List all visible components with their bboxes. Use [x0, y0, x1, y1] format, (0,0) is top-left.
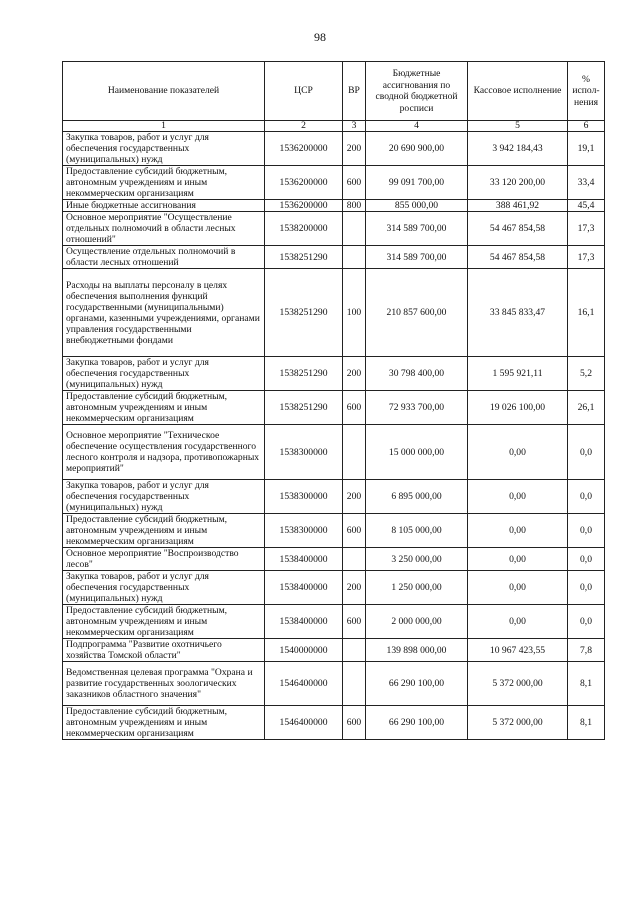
column-number: 5	[468, 121, 568, 132]
cell-vr: 600	[343, 605, 366, 639]
column-header-cash: Кассовое исполнение	[468, 62, 568, 121]
cell-csr: 1538251290	[265, 246, 343, 269]
cell-budget: 30 798 400,00	[366, 357, 468, 391]
cell-budget: 3 250 000,00	[366, 548, 468, 571]
cell-budget: 314 589 700,00	[366, 246, 468, 269]
cell-cash: 10 967 423,55	[468, 639, 568, 662]
table-row	[63, 132, 605, 166]
cell-name: Предоставление субсидий бюджетным, автономным учреждениям и иным некоммерческим организациям	[63, 514, 265, 548]
cell-pct: 33,4	[568, 166, 605, 200]
cell-cash: 54 467 854,58	[468, 212, 568, 246]
cell-cash: 33 845 833,47	[468, 269, 568, 357]
cell-vr: 100	[343, 269, 366, 357]
table-row	[63, 571, 605, 605]
cell-budget: 20 690 900,00	[366, 132, 468, 166]
cell-cash: 5 372 000,00	[468, 706, 568, 740]
cell-vr: 600	[343, 166, 366, 200]
cell-budget: 15 000 000,00	[366, 425, 468, 480]
column-number: 4	[366, 121, 468, 132]
cell-cash: 388 461,92	[468, 200, 568, 212]
cell-name: Предоставление субсидий бюджетным, автономным учреждениям и иным некоммерческим организациям	[63, 391, 265, 425]
cell-budget: 66 290 100,00	[366, 706, 468, 740]
cell-cash: 3 942 184,43	[468, 132, 568, 166]
cell-cash: 0,00	[468, 548, 568, 571]
table-row	[63, 269, 605, 357]
cell-csr: 1538200000	[265, 212, 343, 246]
cell-pct: 0,0	[568, 548, 605, 571]
cell-name: Осуществление отдельных полномочий в области лесных отношений	[63, 246, 265, 269]
cell-budget: 855 000,00	[366, 200, 468, 212]
cell-csr: 1536200000	[265, 166, 343, 200]
cell-pct: 19,1	[568, 132, 605, 166]
cell-name: Закупка товаров, работ и услуг для обеспечения государственных (муниципальных) нужд	[63, 132, 265, 166]
cell-pct: 0,0	[568, 514, 605, 548]
cell-budget: 210 857 600,00	[366, 269, 468, 357]
cell-vr: 600	[343, 514, 366, 548]
table-row	[63, 480, 605, 514]
cell-pct: 0,0	[568, 425, 605, 480]
cell-cash: 0,00	[468, 514, 568, 548]
cell-pct: 17,3	[568, 212, 605, 246]
cell-csr: 1536200000	[265, 200, 343, 212]
table-row	[63, 605, 605, 639]
cell-pct: 7,8	[568, 639, 605, 662]
table-row	[63, 425, 605, 480]
cell-pct: 8,1	[568, 662, 605, 706]
cell-budget: 72 933 700,00	[366, 391, 468, 425]
cell-name: Предоставление субсидий бюджетным, автономным учреждениям и иным некоммерческим организациям	[63, 166, 265, 200]
page-number: 98	[314, 30, 326, 44]
table-row	[63, 639, 605, 662]
column-header-name: Наименование показателей	[63, 62, 265, 121]
cell-vr	[343, 212, 366, 246]
cell-vr: 200	[343, 357, 366, 391]
cell-pct: 5,2	[568, 357, 605, 391]
cell-budget: 2 000 000,00	[366, 605, 468, 639]
cell-cash: 19 026 100,00	[468, 391, 568, 425]
cell-budget: 66 290 100,00	[366, 662, 468, 706]
column-number: 6	[568, 121, 605, 132]
cell-pct: 0,0	[568, 605, 605, 639]
table-row	[63, 662, 605, 706]
cell-budget: 6 895 000,00	[366, 480, 468, 514]
cell-csr: 1538400000	[265, 571, 343, 605]
cell-pct: 0,0	[568, 480, 605, 514]
cell-cash: 0,00	[468, 605, 568, 639]
cell-pct: 0,0	[568, 571, 605, 605]
cell-budget: 139 898 000,00	[366, 639, 468, 662]
cell-vr	[343, 662, 366, 706]
cell-vr: 600	[343, 706, 366, 740]
column-number: 2	[265, 121, 343, 132]
cell-vr	[343, 639, 366, 662]
budget-execution-table	[62, 61, 605, 740]
cell-csr: 1538251290	[265, 269, 343, 357]
cell-name: Закупка товаров, работ и услуг для обеспечения государственных (муниципальных) нужд	[63, 357, 265, 391]
cell-vr: 200	[343, 480, 366, 514]
cell-name: Основное мероприятие "Осуществление отдельных полномочий в области лесных отношений"	[63, 212, 265, 246]
cell-name: Подпрограмма "Развитие охотничьего хозяйства Томской области"	[63, 639, 265, 662]
table-row	[63, 706, 605, 740]
cell-budget: 8 105 000,00	[366, 514, 468, 548]
cell-cash: 0,00	[468, 480, 568, 514]
column-header-csr: ЦСР	[265, 62, 343, 121]
column-number: 1	[63, 121, 265, 132]
column-header-pct: % испол-нения	[568, 62, 605, 121]
cell-pct: 17,3	[568, 246, 605, 269]
cell-name: Закупка товаров, работ и услуг для обеспечения государственных (муниципальных) нужд	[63, 480, 265, 514]
cell-pct: 26,1	[568, 391, 605, 425]
cell-vr: 600	[343, 391, 366, 425]
cell-csr: 1538300000	[265, 480, 343, 514]
cell-name: Основное мероприятие "Техническое обеспечение осуществления государственного лесного контроля и надзора, противопожарных мероприятий"	[63, 425, 265, 480]
cell-cash: 0,00	[468, 425, 568, 480]
column-number-row	[63, 121, 605, 132]
cell-csr: 1536200000	[265, 132, 343, 166]
column-header-budget: Бюджетные ассигнования по сводной бюджетной росписи	[366, 62, 468, 121]
cell-csr: 1540000000	[265, 639, 343, 662]
cell-csr: 1538251290	[265, 357, 343, 391]
cell-name: Закупка товаров, работ и услуг для обеспечения государственных (муниципальных) нужд	[63, 571, 265, 605]
cell-budget: 1 250 000,00	[366, 571, 468, 605]
table-row	[63, 246, 605, 269]
cell-csr: 1546400000	[265, 662, 343, 706]
table-row	[63, 357, 605, 391]
cell-name: Расходы на выплаты персоналу в целях обеспечения выполнения функций государственными (муниципальными) органами, казенными учреждениями, органами управления государственными внебюджетными фондами	[63, 269, 265, 357]
table-header-row	[63, 62, 605, 121]
cell-budget: 314 589 700,00	[366, 212, 468, 246]
cell-name: Ведомственная целевая программа "Охрана и развитие государственных зоологических заказников областного значения"	[63, 662, 265, 706]
table-row	[63, 200, 605, 212]
cell-csr: 1538300000	[265, 425, 343, 480]
table-row	[63, 391, 605, 425]
cell-name: Иные бюджетные ассигнования	[63, 200, 265, 212]
table-row	[63, 166, 605, 200]
cell-cash: 54 467 854,58	[468, 246, 568, 269]
cell-name: Предоставление субсидий бюджетным, автономным учреждениям и иным некоммерческим организациям	[63, 706, 265, 740]
cell-vr	[343, 425, 366, 480]
cell-csr: 1538300000	[265, 514, 343, 548]
cell-vr	[343, 246, 366, 269]
cell-cash: 1 595 921,11	[468, 357, 568, 391]
column-number: 3	[343, 121, 366, 132]
cell-vr: 200	[343, 132, 366, 166]
cell-vr: 200	[343, 571, 366, 605]
cell-csr: 1538251290	[265, 391, 343, 425]
table-row	[63, 514, 605, 548]
column-header-vr: ВР	[343, 62, 366, 121]
cell-name: Предоставление субсидий бюджетным, автономным учреждениям и иным некоммерческим организациям	[63, 605, 265, 639]
cell-csr: 1538400000	[265, 605, 343, 639]
cell-pct: 16,1	[568, 269, 605, 357]
cell-cash: 0,00	[468, 571, 568, 605]
cell-pct: 45,4	[568, 200, 605, 212]
cell-csr: 1538400000	[265, 548, 343, 571]
cell-name: Основное мероприятие "Воспроизводство лесов"	[63, 548, 265, 571]
cell-cash: 5 372 000,00	[468, 662, 568, 706]
cell-vr: 800	[343, 200, 366, 212]
table-row	[63, 212, 605, 246]
cell-csr: 1546400000	[265, 706, 343, 740]
table-row	[63, 548, 605, 571]
cell-budget: 99 091 700,00	[366, 166, 468, 200]
cell-vr	[343, 548, 366, 571]
cell-pct: 8,1	[568, 706, 605, 740]
cell-cash: 33 120 200,00	[468, 166, 568, 200]
